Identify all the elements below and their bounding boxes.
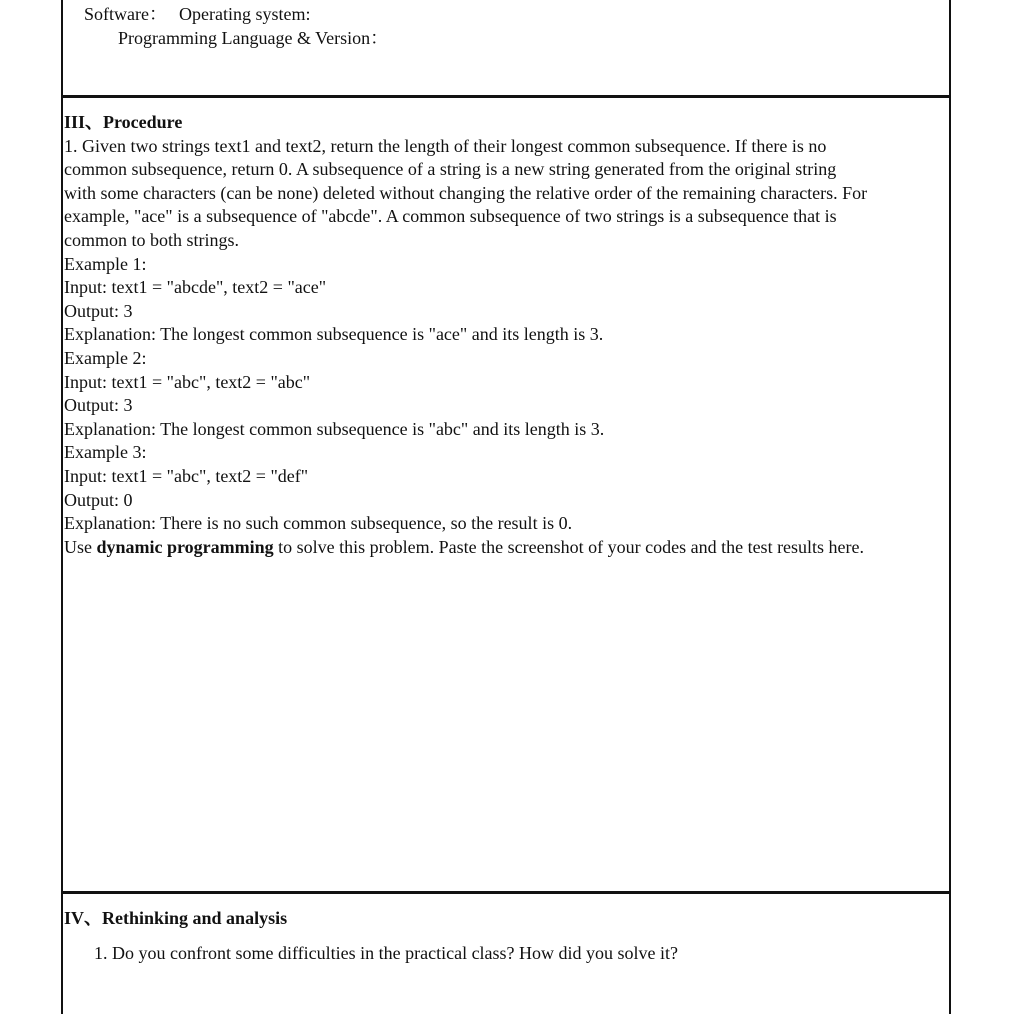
example-2-title: Example 2: — [64, 347, 147, 368]
example-1-output: Output: 3 — [64, 300, 133, 321]
example-3-title: Example 3: — [64, 442, 147, 463]
example-1-explanation: Explanation: The longest common subsequence is "ace" and its length is 3. — [64, 324, 604, 345]
procedure-section — [64, 111, 948, 559]
section-divider-procedure — [61, 891, 951, 894]
rethinking-question-1: 1. Do you confront some difficulties in the practical class? How did you solve it? — [94, 943, 679, 963]
instruction-line — [64, 536, 948, 560]
table-border-right — [949, 0, 951, 1014]
software-label: Software： — [84, 4, 167, 24]
operating-system-label: Operating system: — [178, 4, 311, 24]
software-line — [84, 3, 310, 26]
instruction-suffix: to solve this problem. Paste the screenshot of your codes and the test results here. — [273, 536, 865, 557]
example-2-input: Input: text1 = "abc", text2 = "abc" — [64, 371, 311, 392]
problem-statement-line: common subsequence, return 0. A subsequence of a string is a new string generated from the original string — [64, 159, 837, 180]
instruction-prefix: Use — [64, 536, 97, 557]
problem-statement-line: with some characters (can be none) deleted without changing the relative order of the remaining characters. For — [64, 182, 868, 203]
problem-statement-line: common to both strings. — [64, 229, 239, 250]
table-border-left — [61, 0, 63, 1014]
rethinking-heading: IV、Rethinking and analysis — [64, 908, 288, 928]
example-2-output: Output: 3 — [64, 395, 133, 416]
section-divider-environment — [61, 95, 951, 98]
example-1-input: Input: text1 = "abcde", text2 = "ace" — [64, 277, 327, 298]
problem-statement-line: 1. Given two strings text1 and text2, return the length of their longest common subsequence. If there is no — [64, 135, 827, 156]
rethinking-section — [64, 907, 948, 965]
example-1-title: Example 1: — [64, 253, 147, 274]
instruction-emphasis: dynamic programming — [96, 536, 274, 557]
problem-statement-line: example, "ace" is a subsequence of "abcde". A common subsequence of two strings is a subsequence that is — [64, 206, 837, 227]
example-3-explanation: Explanation: There is no such common subsequence, so the result is 0. — [64, 513, 573, 534]
example-3-output: Output: 0 — [64, 489, 133, 510]
procedure-heading: III、Procedure — [64, 112, 183, 132]
example-3-input: Input: text1 = "abc", text2 = "def" — [64, 465, 309, 486]
programming-language-label: Programming Language & Version： — [118, 28, 389, 48]
example-2-explanation: Explanation: The longest common subsequence is "abc" and its length is 3. — [64, 418, 605, 439]
